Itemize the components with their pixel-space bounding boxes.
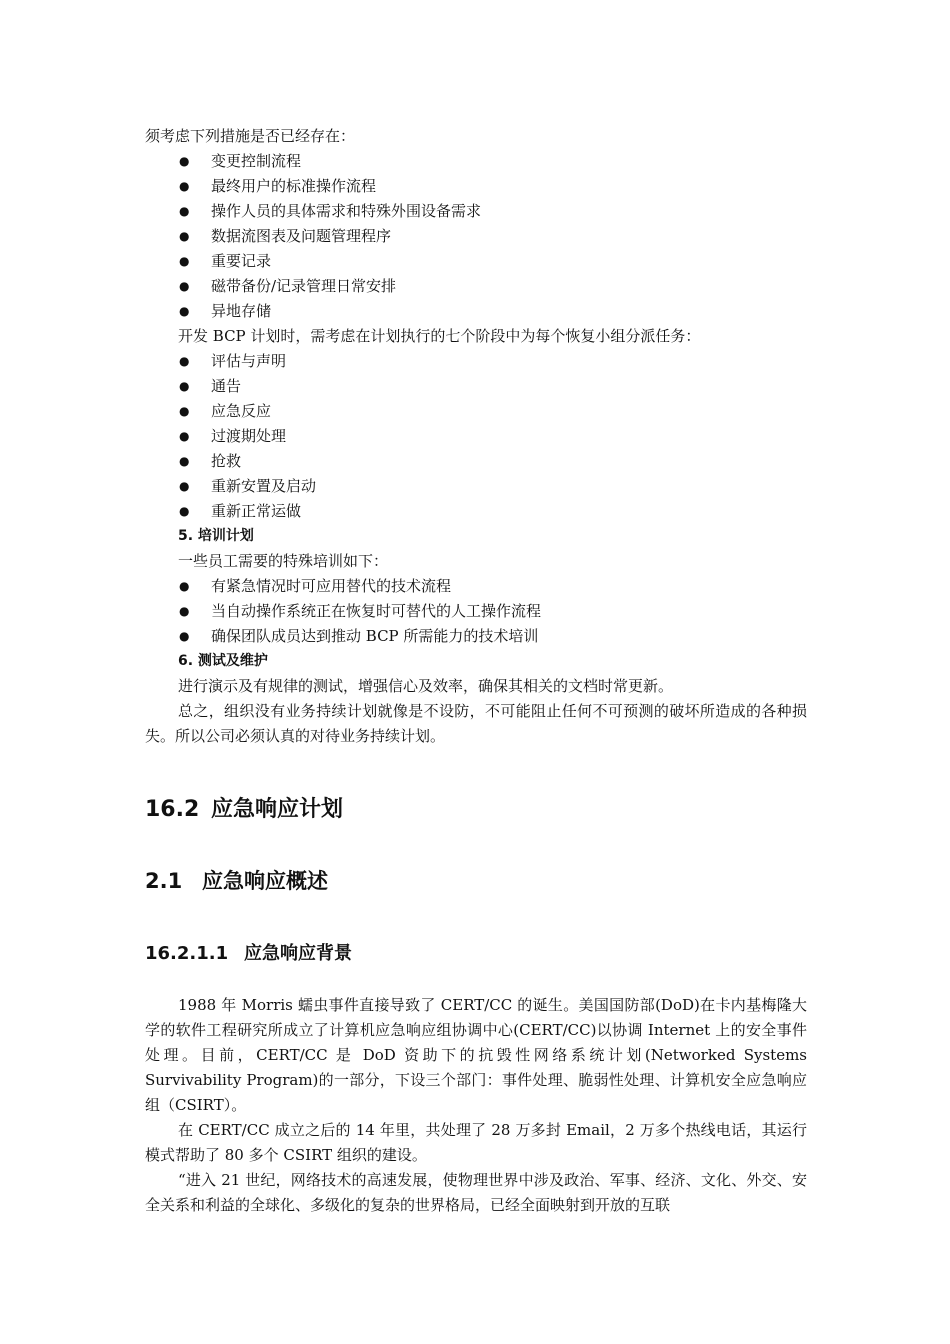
bullet-icon: ● (179, 229, 190, 243)
summary-paragraph: 总之，组织没有业务持续计划就像是不设防，不可能阻止任何不可预测的破坏所造成的各种损失。所以公司必须认真的对待业务持续计划。 (145, 702, 807, 745)
list-item: ● 通告 (145, 374, 807, 399)
list-item: ● 有紧急情况时可应用替代的技术流程 (145, 574, 807, 599)
list-item: ● 当自动操作系统正在恢复时可替代的人工操作流程 (145, 599, 807, 624)
bullet-icon: ● (179, 429, 190, 443)
heading-number: 16.2.1.1 (145, 943, 229, 964)
heading-16-2-1-1 (145, 939, 807, 965)
list-item: ● 重要记录 (145, 249, 807, 274)
list-item: ● 重新正常运做 (145, 499, 807, 524)
list-item: ● 过渡期处理 (145, 424, 807, 449)
training-list (145, 574, 807, 649)
list-item: ● 操作人员的具体需求和特殊外围设备需求 (145, 199, 807, 224)
heading-title: 应急响应背景 (244, 943, 352, 964)
bullet-icon: ● (179, 254, 190, 268)
bcp-line: 开发 BCP 计划时，需考虑在计划执行的七个阶段中为每个恢复小组分派任务： (178, 327, 701, 345)
bullet-icon: ● (179, 204, 190, 218)
list-item: ● 数据流图表及问题管理程序 (145, 224, 807, 249)
measures-list (145, 149, 807, 324)
bullet-icon: ● (179, 154, 190, 168)
bullet-icon: ● (179, 504, 190, 518)
heading-number: 2.1 (145, 869, 183, 893)
list-item: ● 应急反应 (145, 399, 807, 424)
heading-title: 应急响应概述 (202, 869, 328, 893)
bullet-icon: ● (179, 354, 190, 368)
section5-title: 5. 培训计划 (178, 528, 254, 544)
phases-list (145, 349, 807, 524)
list-item: ● 磁带备份/记录管理日常安排 (145, 274, 807, 299)
section6-title: 6. 测试及维护 (178, 653, 268, 669)
list-item: ● 重新安置及启动 (145, 474, 807, 499)
heading-number: 16.2 (145, 797, 200, 822)
bullet-icon: ● (179, 279, 190, 293)
section6-text: 进行演示及有规律的测试，增强信心及效率，确保其相关的文档时常更新。 (178, 677, 674, 695)
background-paragraph-3: “进入 21 世纪，网络技术的高速发展，使物理世界中涉及政治、军事、经济、文化、外交、安全关系和利益的全球化、多级化的复杂的世界格局，已经全面映射到开放的互联 (145, 1171, 807, 1214)
bullet-icon: ● (179, 404, 190, 418)
background-paragraph-1: 1988 年 Morris 蠕虫事件直接导致了 CERT/CC 的诞生。美国国防部(DoD)在卡内基梅隆大学的软件工程研究所成立了计算机应急响应组协调中心(CERT/CC)以协调 Internet 上的安全事件处理。目前，CERT/CC 是 DoD 资助下的抗毁性网络系统计划(Networked Systems Survivability Program)的一部分，下设三个部门：事件处理、脆弱性处理、计算机安全应急响应组（CSIRT）。 (145, 996, 807, 1114)
list-item: ● 抢救 (145, 449, 807, 474)
list-item: ● 变更控制流程 (145, 149, 807, 174)
bullet-icon: ● (179, 179, 190, 193)
bullet-icon: ● (179, 379, 190, 393)
heading-title: 应急响应计划 (211, 797, 344, 822)
bullet-icon: ● (179, 604, 190, 618)
bullet-icon: ● (179, 579, 190, 593)
section5-intro: 一些员工需要的特殊培训如下： (178, 552, 389, 570)
heading-2-1 (145, 865, 807, 895)
background-paragraph-2: 在 CERT/CC 成立之后的 14 年里，共处理了 28 万多封 Email，2 万多个热线电话，其运行模式帮助了 80 多个 CSIRT 组织的建设。 (145, 1121, 807, 1164)
list-item: ● 确保团队成员达到推动 BCP 所需能力的技术培训 (145, 624, 807, 649)
bullet-icon: ● (179, 479, 190, 493)
bullet-icon: ● (179, 454, 190, 468)
list-item: ● 最终用户的标准操作流程 (145, 174, 807, 199)
list-item: ● 评估与声明 (145, 349, 807, 374)
list-item: ● 异地存储 (145, 299, 807, 324)
heading-16-2 (145, 792, 807, 823)
bullet-icon: ● (179, 304, 190, 318)
intro-line: 须考虑下列措施是否已经存在： (145, 127, 356, 145)
document-page (145, 124, 807, 1218)
bullet-icon: ● (179, 629, 190, 643)
